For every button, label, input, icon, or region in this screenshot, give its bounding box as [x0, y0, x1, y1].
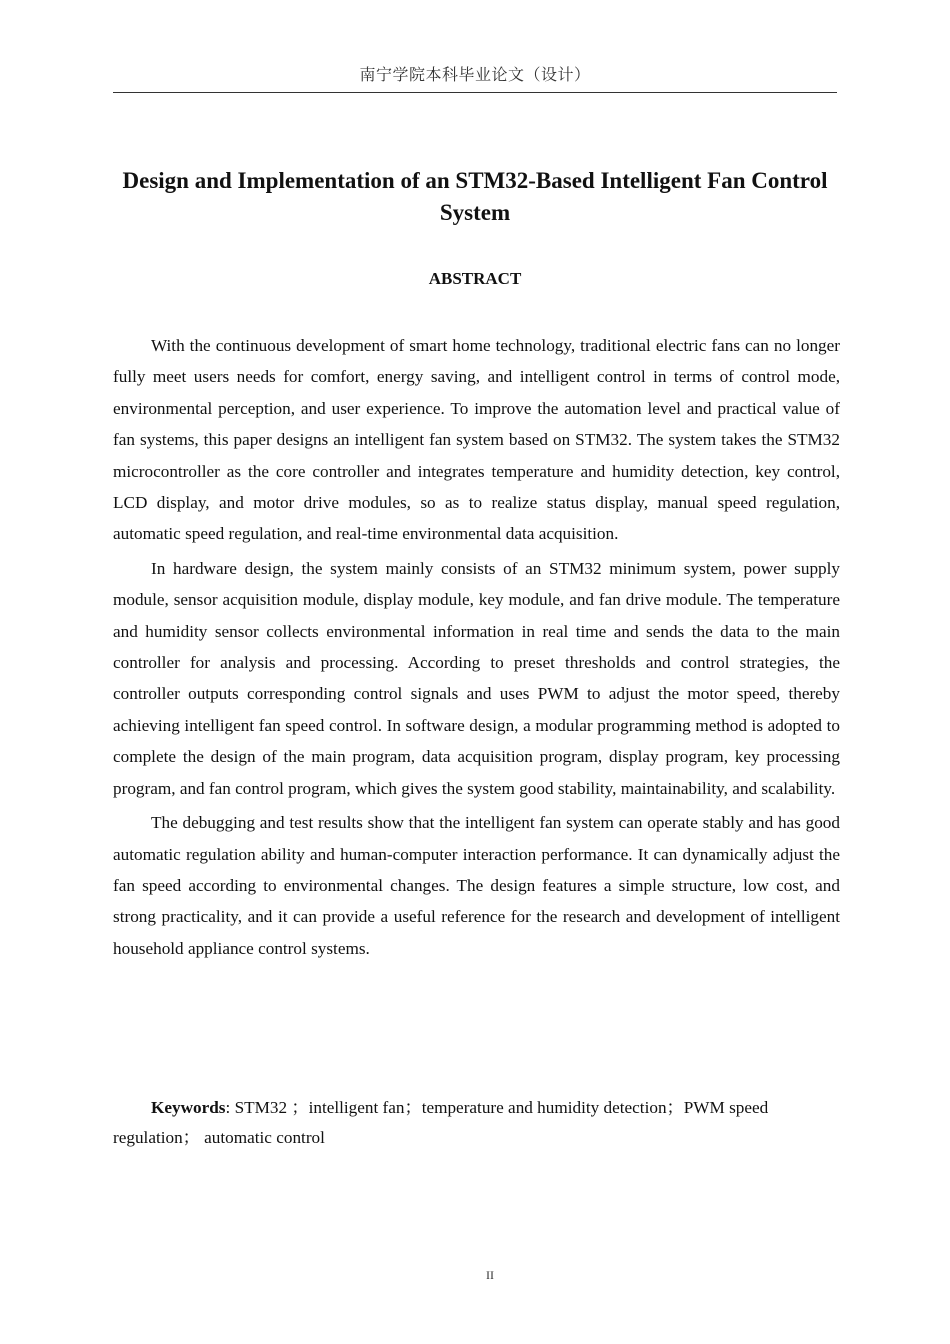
abstract-paragraph-1: With the continuous development of smart home technology, traditional electric fans can no longer fully meet users needs for comfort, energy saving, and intelligent control in terms of control mode, environmental perception, and user experience. To improve the automation level and practical value of fan systems, this paper designs an intelligent fan system based on STM32. The system takes the STM32 microcontroller as the core controller and integrates temperature and humidity detection, key control, LCD display, and motor drive modules, so as to realize status display, manual speed regulation, automatic speed regulation, and real-time environmental data acquisition.	[113, 336, 840, 544]
paper-title: Design and Implementation of an STM32-Based Intelligent Fan Control System	[122, 168, 828, 225]
page-header	[113, 62, 837, 93]
abstract-body	[113, 330, 840, 967]
keywords-line	[113, 1093, 813, 1153]
header-text: 南宁学院本科毕业论文（设计）	[359, 65, 591, 84]
keywords-text: STM32 ；intelligent fan；temperature and humidity detection；PWM speed regulation； automatic control	[113, 1098, 769, 1147]
page-number: II	[486, 1268, 494, 1282]
keywords-label: Keywords	[151, 1098, 226, 1117]
abstract-heading: ABSTRACT	[428, 269, 522, 288]
abstract-paragraph-2: In hardware design, the system mainly consists of an STM32 minimum system, power supply module, sensor acquisition module, display module, key module, and fan drive module. The temperature and humidity sensor collects environmental information in real time and sends the data to the main controller for analysis and processing. According to preset thresholds and control strategies, the controller outputs corresponding control signals and uses PWM to adjust the motor speed, thereby achieving intelligent fan speed control. In software design, a modular programming method is adopted to complete the design of the main program, data acquisition program, display program, key processing program, and fan control program, which gives the system good stability, maintainability, and scalability.	[113, 558, 840, 798]
keywords-separator: :	[225, 1098, 231, 1117]
abstract-paragraph-3: The debugging and test results show that the intelligent fan system can operate stably and has good automatic regulation ability and human-computer interaction performance. It can dynamically adjust the fan speed according to environmental changes. The design features a simple structure, low cost, and strong practicality, and it can provide a useful reference for the research and development of intelligent household appliance control systems.	[113, 813, 840, 958]
